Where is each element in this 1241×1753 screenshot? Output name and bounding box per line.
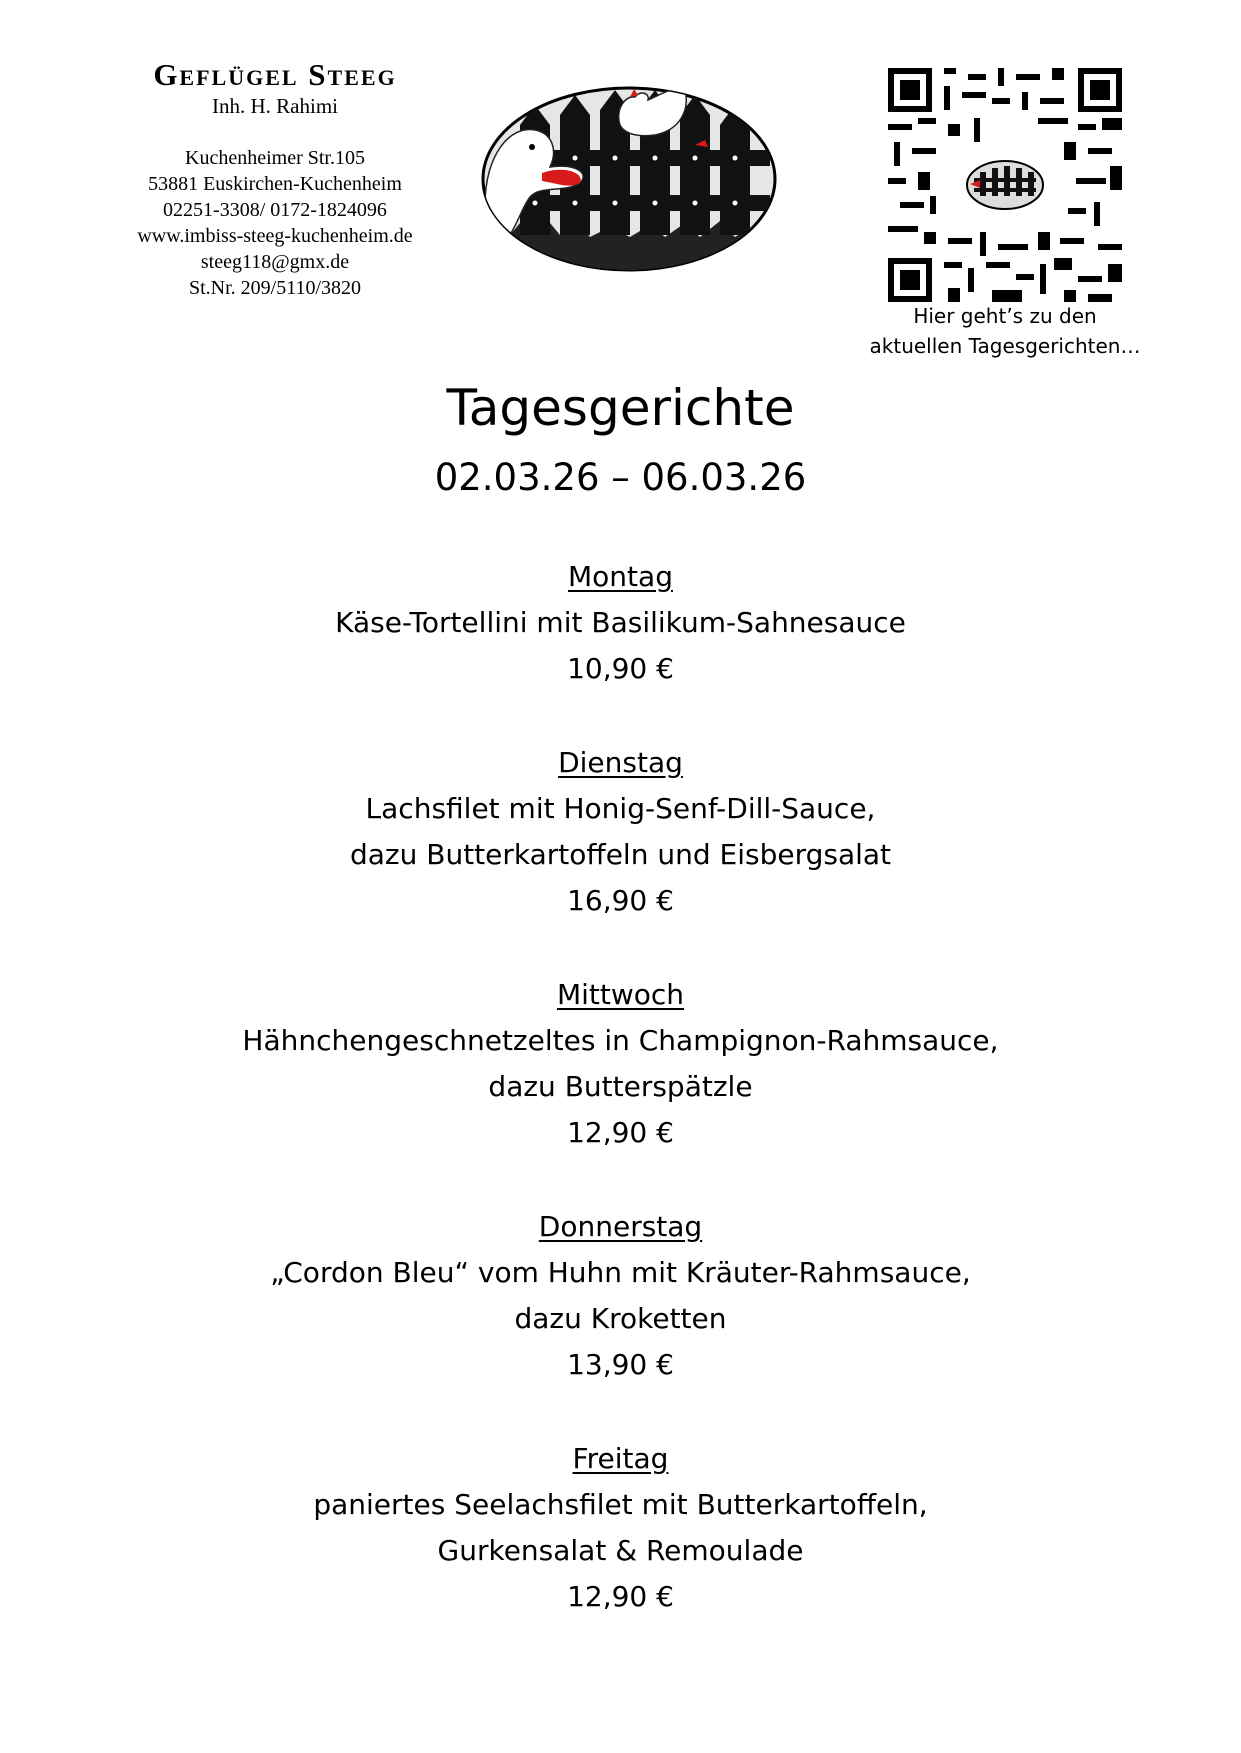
daily-menu: [0, 372, 1241, 1668]
qr-caption-line1: Hier geht’s zu den: [913, 304, 1097, 328]
day-name: Dienstag: [558, 746, 683, 779]
email-link[interactable]: steeg118@gmx.de: [200, 251, 350, 274]
dish-price: 12,90 €: [567, 1580, 674, 1613]
dish-line: Gurkensalat & Remoulade: [437, 1534, 804, 1567]
tax-number: St.Nr. 209/5110/3820: [188, 277, 362, 300]
day-name: Donnerstag: [538, 1210, 703, 1243]
day-thursday: [0, 1204, 1241, 1388]
website-link[interactable]: www.imbiss-steeg-kuchenheim.de: [137, 225, 413, 248]
dish-line: „Cordon Bleu“ vom Huhn mit Kräuter-Rahmsauce,: [270, 1256, 971, 1289]
qr-caption-line2: aktuellen Tagesgerichten…: [869, 334, 1141, 358]
dish-price: 16,90 €: [567, 884, 674, 917]
city-address: 53881 Euskirchen-Kuchenheim: [148, 173, 402, 196]
owner-name: Inh. H. Rahimi: [212, 94, 338, 119]
day-name: Freitag: [572, 1442, 669, 1475]
dish-price: 12,90 €: [567, 1116, 674, 1149]
day-name: Mittwoch: [556, 978, 685, 1011]
dish-line: paniertes Seelachsfilet mit Butterkartoffeln,: [313, 1488, 928, 1521]
business-info: [95, 58, 455, 301]
day-friday: [0, 1436, 1241, 1620]
business-name: Geflügel Steeg: [153, 57, 397, 92]
phone-numbers: 02251-3308/ 0172-1824096: [163, 199, 387, 222]
dish-price: 10,90 €: [567, 652, 674, 685]
dish-price: 13,90 €: [567, 1348, 674, 1381]
contact-block: [95, 145, 455, 301]
page-title: Tagesgerichte: [446, 379, 795, 437]
dish-line: dazu Kroketten: [514, 1302, 727, 1335]
dish-line: Hähnchengeschnetzeltes in Champignon-Rahmsauce,: [242, 1024, 999, 1057]
street-address: Kuchenheimer Str.105: [185, 147, 365, 170]
dish-line: Lachsfilet mit Honig-Senf-Dill-Sauce,: [365, 792, 876, 825]
day-wednesday: [0, 972, 1241, 1156]
day-name: Montag: [568, 560, 673, 593]
day-tuesday: [0, 740, 1241, 924]
date-range: 02.03.26 – 06.03.26: [434, 456, 807, 499]
dish-line: dazu Butterspätzle: [488, 1070, 753, 1103]
day-monday: [0, 554, 1241, 692]
logo-chicken-fence: [480, 85, 778, 273]
qr-caption: [840, 301, 1170, 361]
day-list: [0, 554, 1241, 1620]
qr-code[interactable]: [888, 68, 1122, 302]
dish-line: dazu Butterkartoffeln und Eisbergsalat: [349, 838, 892, 871]
dish-line: Käse-Tortellini mit Basilikum-Sahnesauce: [335, 606, 906, 639]
